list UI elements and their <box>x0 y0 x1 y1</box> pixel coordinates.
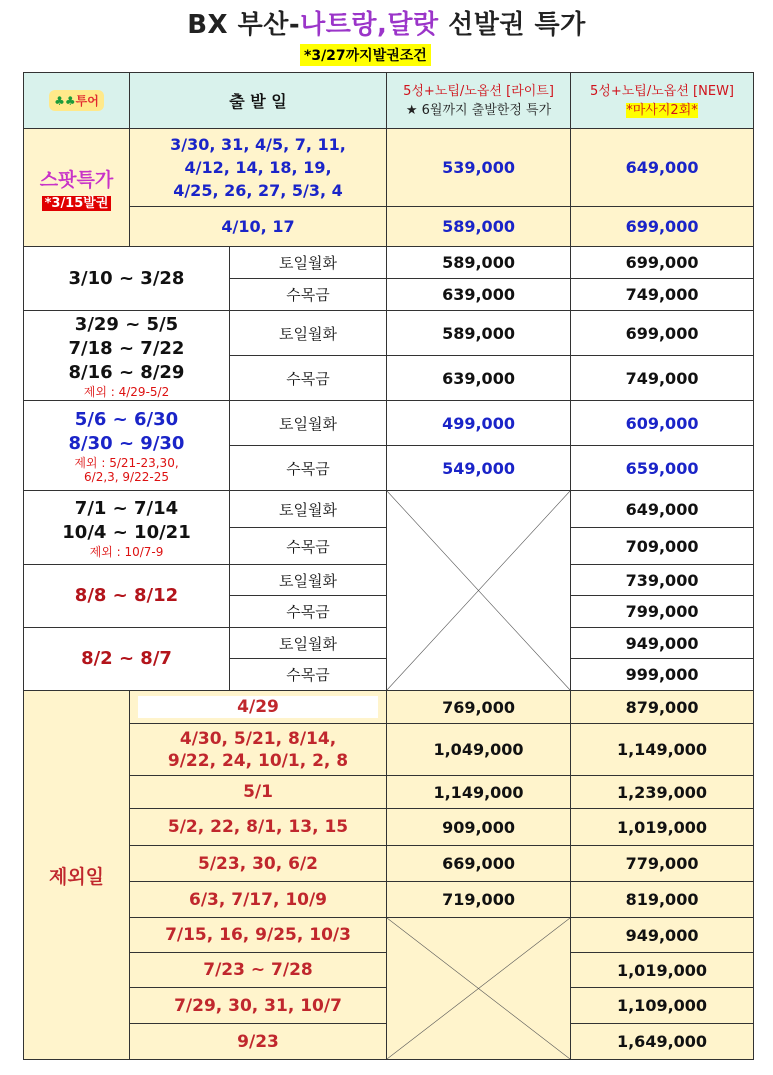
excluded-dates <box>130 882 387 918</box>
departure-date-header: 출 발 일 <box>130 73 387 129</box>
lite-price: 719,000 <box>387 882 571 918</box>
lite-price: 499,000 <box>387 401 571 446</box>
weekday-group: 토일월화 <box>230 565 387 596</box>
period-dates <box>24 491 230 565</box>
new-price: 949,000 <box>571 918 754 953</box>
lite-price: 909,000 <box>387 809 571 846</box>
period-row <box>24 247 754 279</box>
weekday-group: 수목금 <box>230 356 387 401</box>
weekday-group: 수목금 <box>230 596 387 628</box>
exclusion-note: 6/2,3, 9/22-25 <box>84 469 169 484</box>
excluded-row <box>24 691 754 724</box>
excluded-dates <box>130 691 387 724</box>
lite-price: 639,000 <box>387 279 571 311</box>
spot-label: 스팟특가 <box>39 168 114 191</box>
date-line: 4/29 <box>138 696 378 718</box>
weekday-group: 토일월화 <box>230 247 387 279</box>
period-line: 3/10 ~ 3/28 <box>68 267 185 289</box>
massage-badge: *마사지2회* <box>626 102 698 118</box>
date-line: 9/23 <box>237 1031 279 1052</box>
excluded-row <box>24 809 754 846</box>
period-line: 7/1 ~ 7/14 <box>74 497 179 519</box>
date-line: 7/15, 16, 9/25, 10/3 <box>165 925 351 945</box>
date-line: 4/12, 14, 18, 19, <box>184 158 332 177</box>
excluded-row <box>24 882 754 918</box>
date-line: 5/2, 22, 8/1, 13, 15 <box>167 817 349 837</box>
excluded-dates <box>130 1024 387 1060</box>
exclusion-note: 제외 : 4/29-5/2 <box>83 384 170 399</box>
new-price: 1,109,000 <box>571 988 754 1024</box>
lite-price: 589,000 <box>387 247 571 279</box>
lite-price: 1,049,000 <box>387 724 571 776</box>
new-price: 749,000 <box>571 279 754 311</box>
excluded-row <box>24 918 754 953</box>
exclusion-note: 제외 : 10/7-9 <box>89 544 164 559</box>
period-row <box>24 311 754 356</box>
new-price: 1,649,000 <box>571 1024 754 1060</box>
lite-price: 669,000 <box>387 846 571 882</box>
weekday-group: 토일월화 <box>230 401 387 446</box>
new-price: 739,000 <box>571 565 754 596</box>
price-table <box>23 72 754 1060</box>
period-line: 3/29 ~ 5/5 <box>74 313 179 335</box>
new-header-title: 5성+노팁/노옵션 [NEW] <box>590 83 734 99</box>
weekday-group: 수목금 <box>230 528 387 565</box>
period-dates <box>24 401 230 491</box>
period-line: 8/30 ~ 9/30 <box>68 432 185 454</box>
spot-dates <box>130 129 387 207</box>
spot-row <box>24 207 754 247</box>
weekday-group: 토일월화 <box>230 628 387 659</box>
excluded-dates <box>130 724 387 776</box>
ticketing-deadline: *3/27까지발권조건 <box>300 44 431 66</box>
title-destination: 나트랑,달랏 <box>300 10 439 40</box>
lite-header-note: ★ 6월까지 출발한정 특가 <box>405 102 552 118</box>
new-price: 949,000 <box>571 628 754 659</box>
period-line: 10/4 ~ 10/21 <box>62 521 191 543</box>
new-price: 649,000 <box>571 491 754 528</box>
weekday-group: 토일월화 <box>230 491 387 528</box>
date-line: 5/1 <box>243 782 273 802</box>
lite-package-header <box>387 73 571 129</box>
lite-price: 639,000 <box>387 356 571 401</box>
date-line: 4/30, 5/21, 8/14, <box>179 728 337 749</box>
new-price: 1,149,000 <box>571 724 754 776</box>
date-line: 5/23, 30, 6/2 <box>198 853 318 874</box>
excluded-dates <box>130 776 387 809</box>
period-dates <box>24 247 230 311</box>
period-dates <box>24 628 230 691</box>
spot-ticket-badge: *3/15발권 <box>42 196 112 211</box>
date-line: 7/23 ~ 7/28 <box>203 960 313 980</box>
excluded-row <box>24 724 754 776</box>
new-price: 609,000 <box>571 401 754 446</box>
header-row <box>24 73 754 129</box>
weekday-group: 수목금 <box>230 446 387 491</box>
new-price: 879,000 <box>571 691 754 724</box>
excluded-dates <box>130 846 387 882</box>
period-row <box>24 401 754 446</box>
new-price: 659,000 <box>571 446 754 491</box>
period-line: 8/2 ~ 8/7 <box>81 648 172 669</box>
new-price: 709,000 <box>571 528 754 565</box>
lite-price: 769,000 <box>387 691 571 724</box>
new-price: 1,019,000 <box>571 953 754 988</box>
not-available-cell <box>387 918 571 1060</box>
new-price: 749,000 <box>571 356 754 401</box>
new-price: 1,239,000 <box>571 776 754 809</box>
spot-row <box>24 129 754 207</box>
weekday-group: 토일월화 <box>230 311 387 356</box>
date-line: 4/10, 17 <box>221 217 295 236</box>
lite-price: 589,000 <box>387 311 571 356</box>
new-price: 699,000 <box>571 311 754 356</box>
new-price: 699,000 <box>571 247 754 279</box>
lite-price: 539,000 <box>387 129 571 207</box>
spot-dates <box>130 207 387 247</box>
new-price: 999,000 <box>571 659 754 691</box>
tour-logo: ♣♣투어 <box>49 90 104 111</box>
period-line: 5/6 ~ 6/30 <box>74 408 179 430</box>
lite-price: 1,149,000 <box>387 776 571 809</box>
date-line: 6/3, 7/17, 10/9 <box>189 889 328 910</box>
excluded-dates <box>130 809 387 846</box>
new-price: 799,000 <box>571 596 754 628</box>
title-prefix: BX 부산- <box>187 10 301 40</box>
excluded-dates <box>130 918 387 953</box>
period-dates <box>24 565 230 628</box>
new-price: 699,000 <box>571 207 754 247</box>
excluded-dates <box>130 988 387 1024</box>
excluded-label: 제외일 <box>24 691 130 1060</box>
period-line: 7/18 ~ 7/22 <box>68 337 185 359</box>
date-line: 7/29, 30, 31, 10/7 <box>174 995 342 1016</box>
lite-price: 589,000 <box>387 207 571 247</box>
excluded-dates <box>130 953 387 988</box>
date-line: 4/25, 26, 27, 5/3, 4 <box>173 181 343 200</box>
lite-header-title: 5성+노팁/노옵션 [라이트] <box>403 83 554 99</box>
period-row <box>24 491 754 528</box>
weekday-group: 수목금 <box>230 279 387 311</box>
excluded-row <box>24 846 754 882</box>
page-title <box>0 4 773 41</box>
date-line: 9/22, 24, 10/1, 2, 8 <box>167 750 349 771</box>
new-price: 779,000 <box>571 846 754 882</box>
weekday-group: 수목금 <box>230 659 387 691</box>
logo-cell <box>24 73 130 129</box>
lite-price: 549,000 <box>387 446 571 491</box>
new-price: 819,000 <box>571 882 754 918</box>
not-available-cell <box>387 491 571 691</box>
title-suffix: 선발권 특가 <box>438 10 586 40</box>
period-dates <box>24 311 230 401</box>
date-line: 3/30, 31, 4/5, 7, 11, <box>170 135 346 154</box>
period-line: 8/8 ~ 8/12 <box>74 585 179 606</box>
spot-label-cell <box>24 129 130 247</box>
exclusion-note: 제외 : 5/21-23,30, <box>74 455 179 470</box>
new-package-header <box>571 73 754 129</box>
new-price: 1,019,000 <box>571 809 754 846</box>
period-line: 8/16 ~ 8/29 <box>68 361 185 383</box>
excluded-row <box>24 776 754 809</box>
new-price: 649,000 <box>571 129 754 207</box>
